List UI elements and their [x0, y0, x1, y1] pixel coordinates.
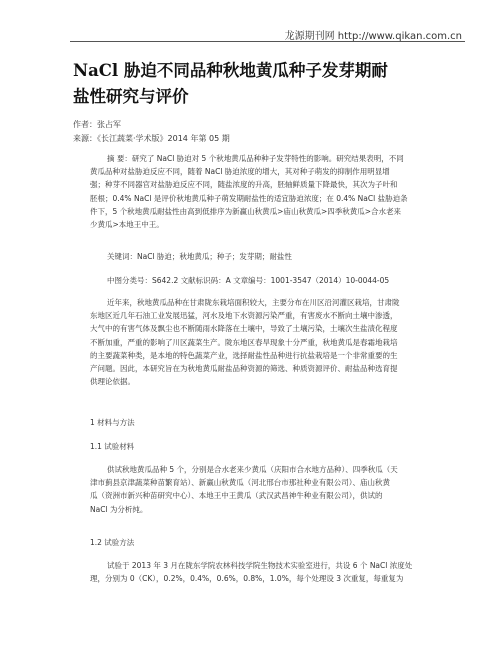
- classification-paragraph: [90, 274, 460, 287]
- text-line: 供试秋地黄瓜品种 5 个，分别是合水老来少黄瓜（庆阳市合水地方品种）、四季秋瓜（天: [107, 465, 398, 474]
- text-line: 东地区近几年石油工业发展迅猛，河水及地下水资源污染严重，有害废水不断向土壤中渗透，: [90, 311, 398, 321]
- text-line: 的主要蔬菜种类，是本地的特色蔬菜产业，选择耐盐性品种进行抗盐栽培是一个非常重要的生: [90, 350, 398, 360]
- text-line: 摘 要：研究了 NaCl 胁迫对 5 个秋地黄瓜品种种子发芽特性的影响。研究结果表明，不同: [107, 154, 404, 163]
- subsection-heading: 1.2 试验方法: [90, 538, 135, 547]
- classification-line: 中图分类号：S642.2 文献标识码：A 文章编号：1001-3547（2014）10-0044-05: [107, 276, 390, 285]
- keywords-paragraph: [90, 250, 460, 263]
- text-line: 黄瓜品种对盐胁迫反应不同，随着 NaCl 胁迫浓度的增大，其对种子萌发的抑制作用明显增: [90, 167, 390, 177]
- header-divider: [70, 41, 465, 42]
- text-line: 不断加重，严重的影响了川区蔬菜生产。陇东地区春旱现象十分严重，秋地黄瓜是春霜地栽培: [90, 337, 398, 347]
- materials-paragraph: [90, 463, 460, 516]
- intro-paragraph: [90, 296, 460, 388]
- text-line: 强；种芽不同器官对盐胁迫反应不同，随盐浓度的升高，胚轴鲜质量下降最快，其次为子叶和: [90, 180, 398, 190]
- title-line: 盐性研究与评价: [73, 87, 189, 106]
- abstract-paragraph: [90, 152, 460, 231]
- source-line: 来源：《长江蔬菜·学术版》2014 年第 05 期: [73, 134, 230, 143]
- author-line: 作者：张占军: [73, 120, 121, 129]
- text-line: 件下，5 个秋地黄瓜耐盐性由高到低排序为新赢山秋黄瓜>庙山秋黄瓜>四季秋黄瓜>合水老来: [90, 206, 402, 216]
- text-line: 近年来，秋地黄瓜品种在甘肃陇东栽培面积较大，主要分布在川区沿河灌区栽培，甘肃陇: [107, 298, 400, 307]
- text-line: 试验于 2013 年 3 月在陇东学院农林科技学院生物技术实验室进行，共设 6 个 NaCl 浓度处: [107, 561, 413, 570]
- section-heading: 1 材料与方法: [90, 418, 135, 427]
- text-line: 供理论依据。: [90, 377, 135, 387]
- text-line: 胚根；0.4% NaCl 是评价秋地黄瓜种子萌发期耐盐性的适宜胁迫浓度；在 0.4% NaCl 盐胁迫条: [90, 193, 408, 203]
- text-line: 大气中的有害气体及飘尘也不断随雨水降落在土壤中，导致了土壤污染，土壤次生盐渍化程度: [90, 324, 398, 334]
- site-header[interactable]: 龙源期刊网 http://www.qikan.com.cn: [284, 31, 462, 42]
- text-line: 产问题。因此，本研究旨在为秋地黄瓜耐盐品种资源的筛选、种质资源评价、耐盐品种选育提: [90, 364, 398, 374]
- keywords-line: 关键词：NaCl 胁迫；秋地黄瓜；种子；发芽期；耐盐性: [107, 252, 292, 261]
- text-line: 瓜（资洲市新兴种苗研究中心）、本地王中王黄瓜（武汉武昌神牛种业有限公司），供试的: [90, 491, 383, 501]
- text-line: 津市蓟县京津蔬菜种苗繁育站）、新赢山秋黄瓜（河北邢台市那社种业有限公司）、庙山秋黄: [90, 478, 390, 488]
- title-line: NaCl 胁迫不同品种秋地黄瓜种子发芽期耐: [73, 61, 388, 80]
- subsection-heading: 1.1 试验材料: [90, 442, 135, 451]
- text-line: NaCl 为分析纯。: [90, 504, 148, 514]
- methods-paragraph: [90, 559, 460, 585]
- text-line: 少黄瓜>本地王中王。: [90, 220, 164, 230]
- text-line: 理，分别为 0（CK），0.2%，0.4%，0.6%，0.8%，1.0%，每个处理设 3 次重复，每重复为: [90, 574, 404, 584]
- article-title: [73, 58, 443, 110]
